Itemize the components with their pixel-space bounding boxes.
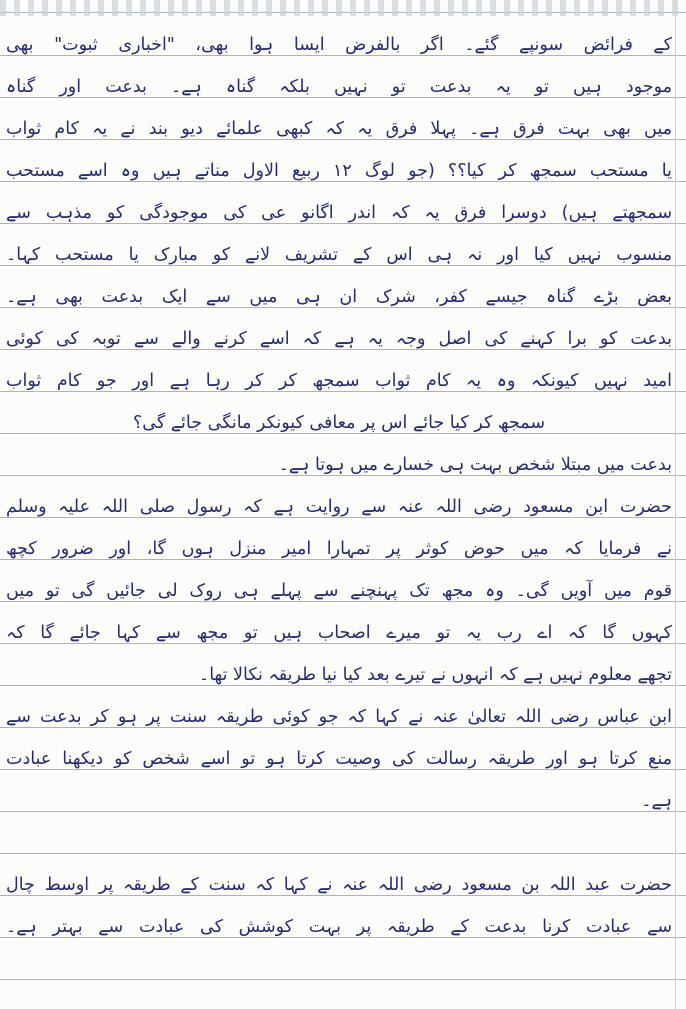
text-line-21: سے عبادت کرنا بدعت کے طریقہ پر بہت کوشش کی عبادت سے بہتر ہے۔ bbox=[6, 917, 672, 937]
text-line-20: حضرت عبد اللہ بن مسعود رضی اللہ عنہ نے کہا کہ سنت کے طریقہ پر اوسط چال bbox=[6, 875, 672, 895]
text-line-8: بدعت کو برا کہنے کی اصل وجہ یہ ہے کہ اسے کرنے والے سے توبہ کی کوئی bbox=[6, 329, 672, 349]
text-line-11: بدعت میں مبتلا شخص بہت ہی خسارے میں ہوتا ہے۔ bbox=[278, 455, 672, 475]
text-line-10: سمجھ کر کیا جائے اس پر معافی کیونکر مانگی جائے گی؟ bbox=[133, 413, 545, 433]
text-line-19: ہے۔ bbox=[641, 791, 672, 811]
text-line-4: یا مستحب سمجھ کر کیا؟؟ (جو لوگ ۱۲ ربیع الاول مناتے ہیں وہ اسے مستحب bbox=[6, 161, 672, 181]
text-line-13: نے فرمایا کہ میں حوض کوثر پر تمہارا امیر منزل ہوں گا، اور ضرور کچھ bbox=[6, 539, 672, 559]
margin-rule bbox=[675, 0, 676, 1009]
text-line-2: موجود ہیں تو یہ بدعت تو نہیں بلکہ گناہ ہے۔ بدعت اور گناہ bbox=[6, 77, 672, 97]
text-line-5: سمجھتے ہیں) دوسرا فرق یہ کہ اندر اگانو عی کی موجودگی کو مذہب سے bbox=[6, 203, 672, 223]
blank-line bbox=[6, 822, 672, 864]
text-line-18: منع کرتا ہو اور طریقہ رسالت کی وصیت کرتا ہو تو اسے شخص کو دیکھنا عبادت bbox=[6, 749, 672, 769]
text-line-12: حضرت ابن مسعود رضی اللہ عنہ سے روایت ہے کہ رسول صلی اللہ علیہ وسلم bbox=[6, 497, 672, 517]
text-line-3: میں بھی بہت فرق ہے۔ پہلا فرق یہ کہ کبھی علمائے دیو بند نے یہ کام ثواب bbox=[6, 119, 672, 139]
text-line-9: امید نہیں کیونکہ وہ یہ کام ثواب سمجھ کر کر رہا ہے اور جو کام ثواب bbox=[6, 371, 672, 391]
text-line-15: کہوں گا کہ اے رب یہ تو میرے اصحاب ہیں تو مجھ سے کہا جائے گا کہ bbox=[6, 623, 672, 643]
text-line-1: کے فرائض سونپے گئے۔ اگر بالفرض ایسا ہوا بھی، "اخباری ثبوت" بھی bbox=[6, 35, 672, 55]
text-line-14: قوم میں آویں گی۔ وہ مجھ تک پہنچنے سے پہلے ہی روک لی جائیں گی تو میں bbox=[6, 581, 672, 601]
handwritten-text-block bbox=[6, 24, 672, 948]
text-line-17: ابن عباس رضی اللہ تعالیٰ عنہ نے کہا کہ جو کوئی طریقہ سنت پر ہو کر بدعت سے bbox=[6, 707, 672, 727]
text-line-7: بعض بڑے گناہ جیسے کفر، شرک ان ہی میں سے ایک بدعت بھی ہے۔ bbox=[6, 287, 672, 307]
text-line-16: تجھے معلوم نہیں ہے کہ انہوں نے تیرے بعد کیا نیا طریقہ نکالا تھا۔ bbox=[198, 665, 672, 685]
text-line-6: منسوب نہیں کیا اور نہ ہی اس کے تشریف لانے کو مبارک یا مستحب کہا۔ bbox=[6, 245, 672, 265]
spiral-binding-edge bbox=[0, 0, 686, 16]
